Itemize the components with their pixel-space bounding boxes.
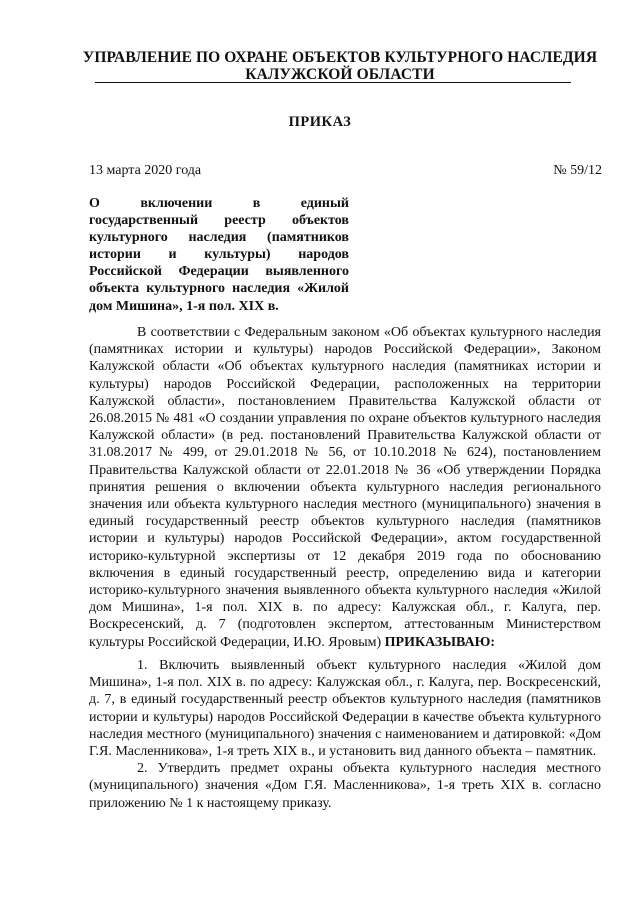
order-date: 13 марта 2020 года [89, 163, 202, 178]
organization-name-line1: УПРАВЛЕНИЕ ПО ОХРАНЕ ОБЪЕКТОВ КУЛЬТУРНОГО НАСЛЕДИЯ [82, 49, 598, 66]
preamble-section [89, 324, 601, 651]
order-item-2: 2. Утвердить предмет охраны объекта культурного наследия местного (муниципального) значения «Дом Г.Я. Масленникова», 1-я треть XIX в. согласно приложению № 1 к настоящему приказу. [89, 761, 601, 811]
organization-header [80, 49, 600, 83]
organization-name-line2: КАЛУЖСКОЙ ОБЛАСТИ [245, 66, 435, 83]
order-items [89, 657, 601, 812]
order-number: № 59/12 [553, 163, 602, 178]
document-type-title: ПРИКАЗ [288, 114, 352, 130]
order-subject: О включении в единый государственный реестр объектов культурного наследия (памятников истории и культуры) народов Российской Федерации выявленного объекта культурного наследия «Жилой дом Мишина», 1-я пол. XIX в. [89, 196, 349, 314]
preamble-paragraph [89, 324, 601, 651]
order-keyword: ПРИКАЗЫВАЮ: [384, 634, 496, 650]
header-underline [95, 82, 571, 83]
preamble-text: В соответствии с Федеральным законом «Об объектах культурного наследия (памятниках истории и культуры) народов Российской Федерации», Законом Калужской области «Об объектах культурного наследия (памятниках истории и культуры) народов Российской Федерации, расположенных на территории Калужской области», постановлением Правительства Калужской области от 26.08.2015 № 481 «О создании управления по охране объектов культурного наследия Калужской области» (в ред. постановлений Правительства Калужской области от 31.08.2017 № 499, от 29.01.2018 № 56, от 10.10.2018 № 624), постановлением Правительства Калужской области от 22.01.2018 № 36 «Об утверждении Порядка принятия решения о включении объекта культурного наследия регионального значения или объекта культурного наследия местного (муниципального) значения в единый государственный реестр объектов культурного наследия (памятников истории и культуры) народов Российской Федерации», актом государственной историко-культурной экспертизы от 12 декабря 2019 года по обоснованию включения в единый государственный реестр, определению вида и категории историко-культурного значения выявленного объекта культурного наследия «Жилой дом Мишина», 1-я пол. XIX в. по адресу: Калужская обл., г. Калуга, пер. Воскресенский, д. 7 (подготовлен экспертом, аттестованным Министерством культуры Российской Федерации, И.Ю. Яровым) [89, 325, 601, 650]
order-item-1: 1. Включить выявленный объект культурного наследия «Жилой дом Мишина», 1-я пол. XIX в. по адресу: Калужская обл., г. Калуга, пер. Воскресенский, д. 7, в единый государственный реестр объектов культурного наследия (памятников истории и культуры) народов Российской Федерации в качестве объекта культурного наследия местного (муниципального) значения с наименованием и датировкой: «Дом Г.Я. Масленникова», 1-я треть XIX в., и установить вид данного объекта – памятник. [89, 658, 601, 760]
